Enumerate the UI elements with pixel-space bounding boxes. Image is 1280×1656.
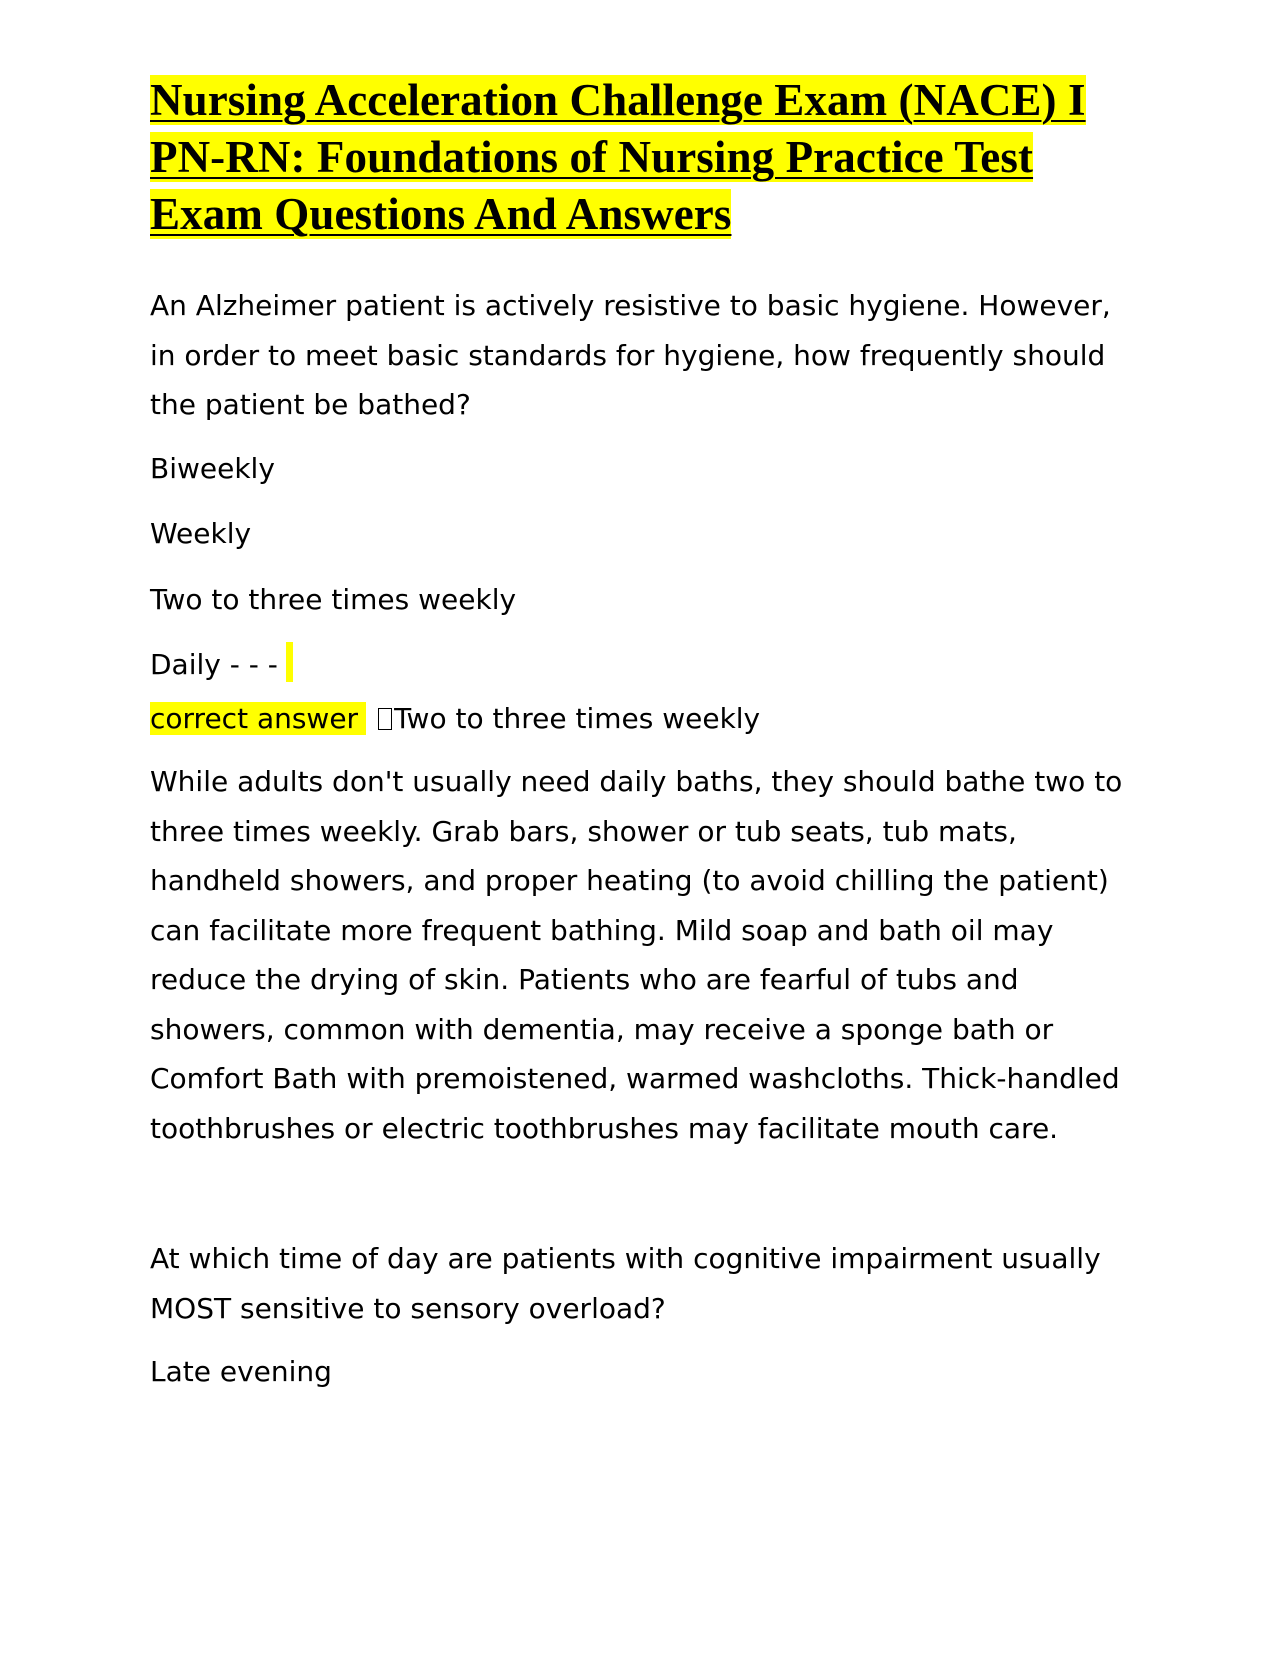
document-title	[150, 72, 1140, 243]
question-1-option-daily	[150, 640, 1140, 690]
document-page	[150, 72, 1140, 1397]
question-1-option-biweekly: Biweekly	[150, 451, 275, 485]
missing-glyph-box-icon	[378, 708, 392, 730]
document-title-text: Nursing Acceleration Challenge Exam (NACE) I PN-RN: Foundations of Nursing Practice Test Exam Questions And Answers	[150, 75, 1086, 239]
option-daily-label: Daily - - -	[150, 648, 278, 681]
question-1-option-two-to-three: Two to three times weekly	[150, 582, 517, 616]
correct-answer-line	[150, 694, 1140, 744]
question-1-text: An Alzheimer patient is actively resistive to basic hygiene. However, in order to meet basic standards for hygiene, how frequently should the patient be bathed?	[150, 289, 1111, 421]
question-1-option-weekly: Weekly	[150, 517, 252, 550]
correct-answer-value: Two to three times weekly	[394, 701, 761, 735]
correct-answer-label: correct answer	[150, 702, 366, 735]
question-2-option-late-evening: Late evening	[150, 1355, 332, 1388]
question-1-explanation: While adults don't usually need daily baths, they should bathe two to three times weekly. Grab bars, shower or tub seats, tub mats, handheld showers, and proper heating (to avoid chilling the patient) can facilitate more frequent bathing. Mild soap and bath oil may reduce the drying of skin. Patients who are fearful of tubs and showers, common with dementia, may receive a sponge bath or Comfort Bath with premoistened, warmed washcloths. Thick-handled toothbrushes or electric toothbrushes may facilitate mouth care.	[150, 765, 1123, 1145]
question-2-text: At which time of day are patients with cognitive impairment usually MOST sensitive to sensory overload?	[150, 1242, 1101, 1325]
highlight-marker	[286, 642, 293, 682]
